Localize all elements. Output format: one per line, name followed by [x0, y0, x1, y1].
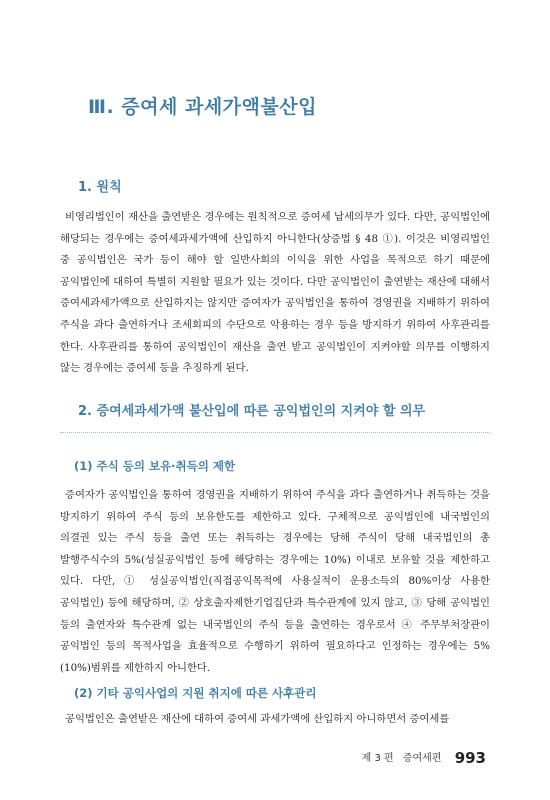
subsection-2-paragraph: 공익법인은 출연받은 재산에 대하여 증여세 과세가액에 산입하지 아니하면서 증여세를 — [65, 713, 450, 725]
footer-section-label: 증여세편 — [402, 753, 442, 764]
page-number: 993 — [454, 749, 486, 767]
subsection-heading-2: (2) 기타 공익사업의 지원 취지에 따른 사후관리 — [74, 686, 317, 700]
page-footer — [362, 749, 486, 767]
footer-part-label: 제 3 편 — [361, 753, 394, 764]
subsection-heading-1: (1) 주식 등의 보유·취득의 제한 — [74, 459, 236, 473]
section-heading-2: 2. 증여세과세가액 불산입에 따른 공익법인의 지켜야 할 의무 — [78, 404, 426, 419]
section-heading-1: 1. 원칙 — [78, 180, 122, 195]
section-1-paragraph: 비영리법인이 재산을 출연받은 경우에는 원칙적으로 증여세 납세의무가 있다. 다만, 공익법인에 해당되는 경우에는 증여세과세가액에 산입하지 아니한다(상증법 § 48 ①). 이것은 비영리법인 중 공익법인은 국가 등이 해야 할 일반사회의 이익을 위한 사업을 목적으로 하기 때문에 공익법인에 대하여 특별히 지원할 필요가 있는 것이다. 다만 공익법인이 출연받는 재산에 대해서 증여세과세가액으로 산입하지는 않지만 증여자가 공익법인을 통하여 경영권을 지배하기 위하여 주식을 과다 출연하거나 조세회피의 수단으로 악용하는 경우 등을 방지하기 위하여 사후관리를 한다. 사후관리를 통하여 공익법인이 재산을 출연 받고 공익법인이 지켜야할 의무를 이행하지 않는 경우에는 증여세 등을 추징하게 된다. — [60, 211, 490, 375]
subsection-1-paragraph: 증여자가 공익법인을 통하여 경영권을 지배하기 위하여 주식을 과다 출연하거나 취득하는 것을 방지하기 위하여 주식 등의 보유한도를 제한하고 있다. 구체적으로 공익법인에 내국법인의 의결권 있는 주식 등을 출연 또는 취득하는 경우에는 당해 주식이 당해 내국법인의 총 발행주식수의 5%(성실공익법인 등에 해당하는 경우에는 10%) 이내로 보유할 것을 제한하고 있다. 다만, ① 성실공익법인(직접공익목적에 사용실적이 운용소득의 80%이상 사용한 공익법인) 등에 해당하며, ② 상호출자제한기업집단과 특수관계에 있지 않고, ③ 당해 공익법인 등의 출연자와 특수관계 없는 내국법인의 주식 등을 출연하는 경우로서 ④ 주무부처장관이 공익법인 등의 목적사업을 효율적으로 수행하기 위하여 필요하다고 인정하는 경우에는 5%(10%)범위를 제한하지 아니한다. — [60, 489, 490, 674]
chapter-title: Ⅲ. 증여세 과세가액불산입 — [88, 96, 317, 118]
section-divider — [60, 432, 490, 433]
